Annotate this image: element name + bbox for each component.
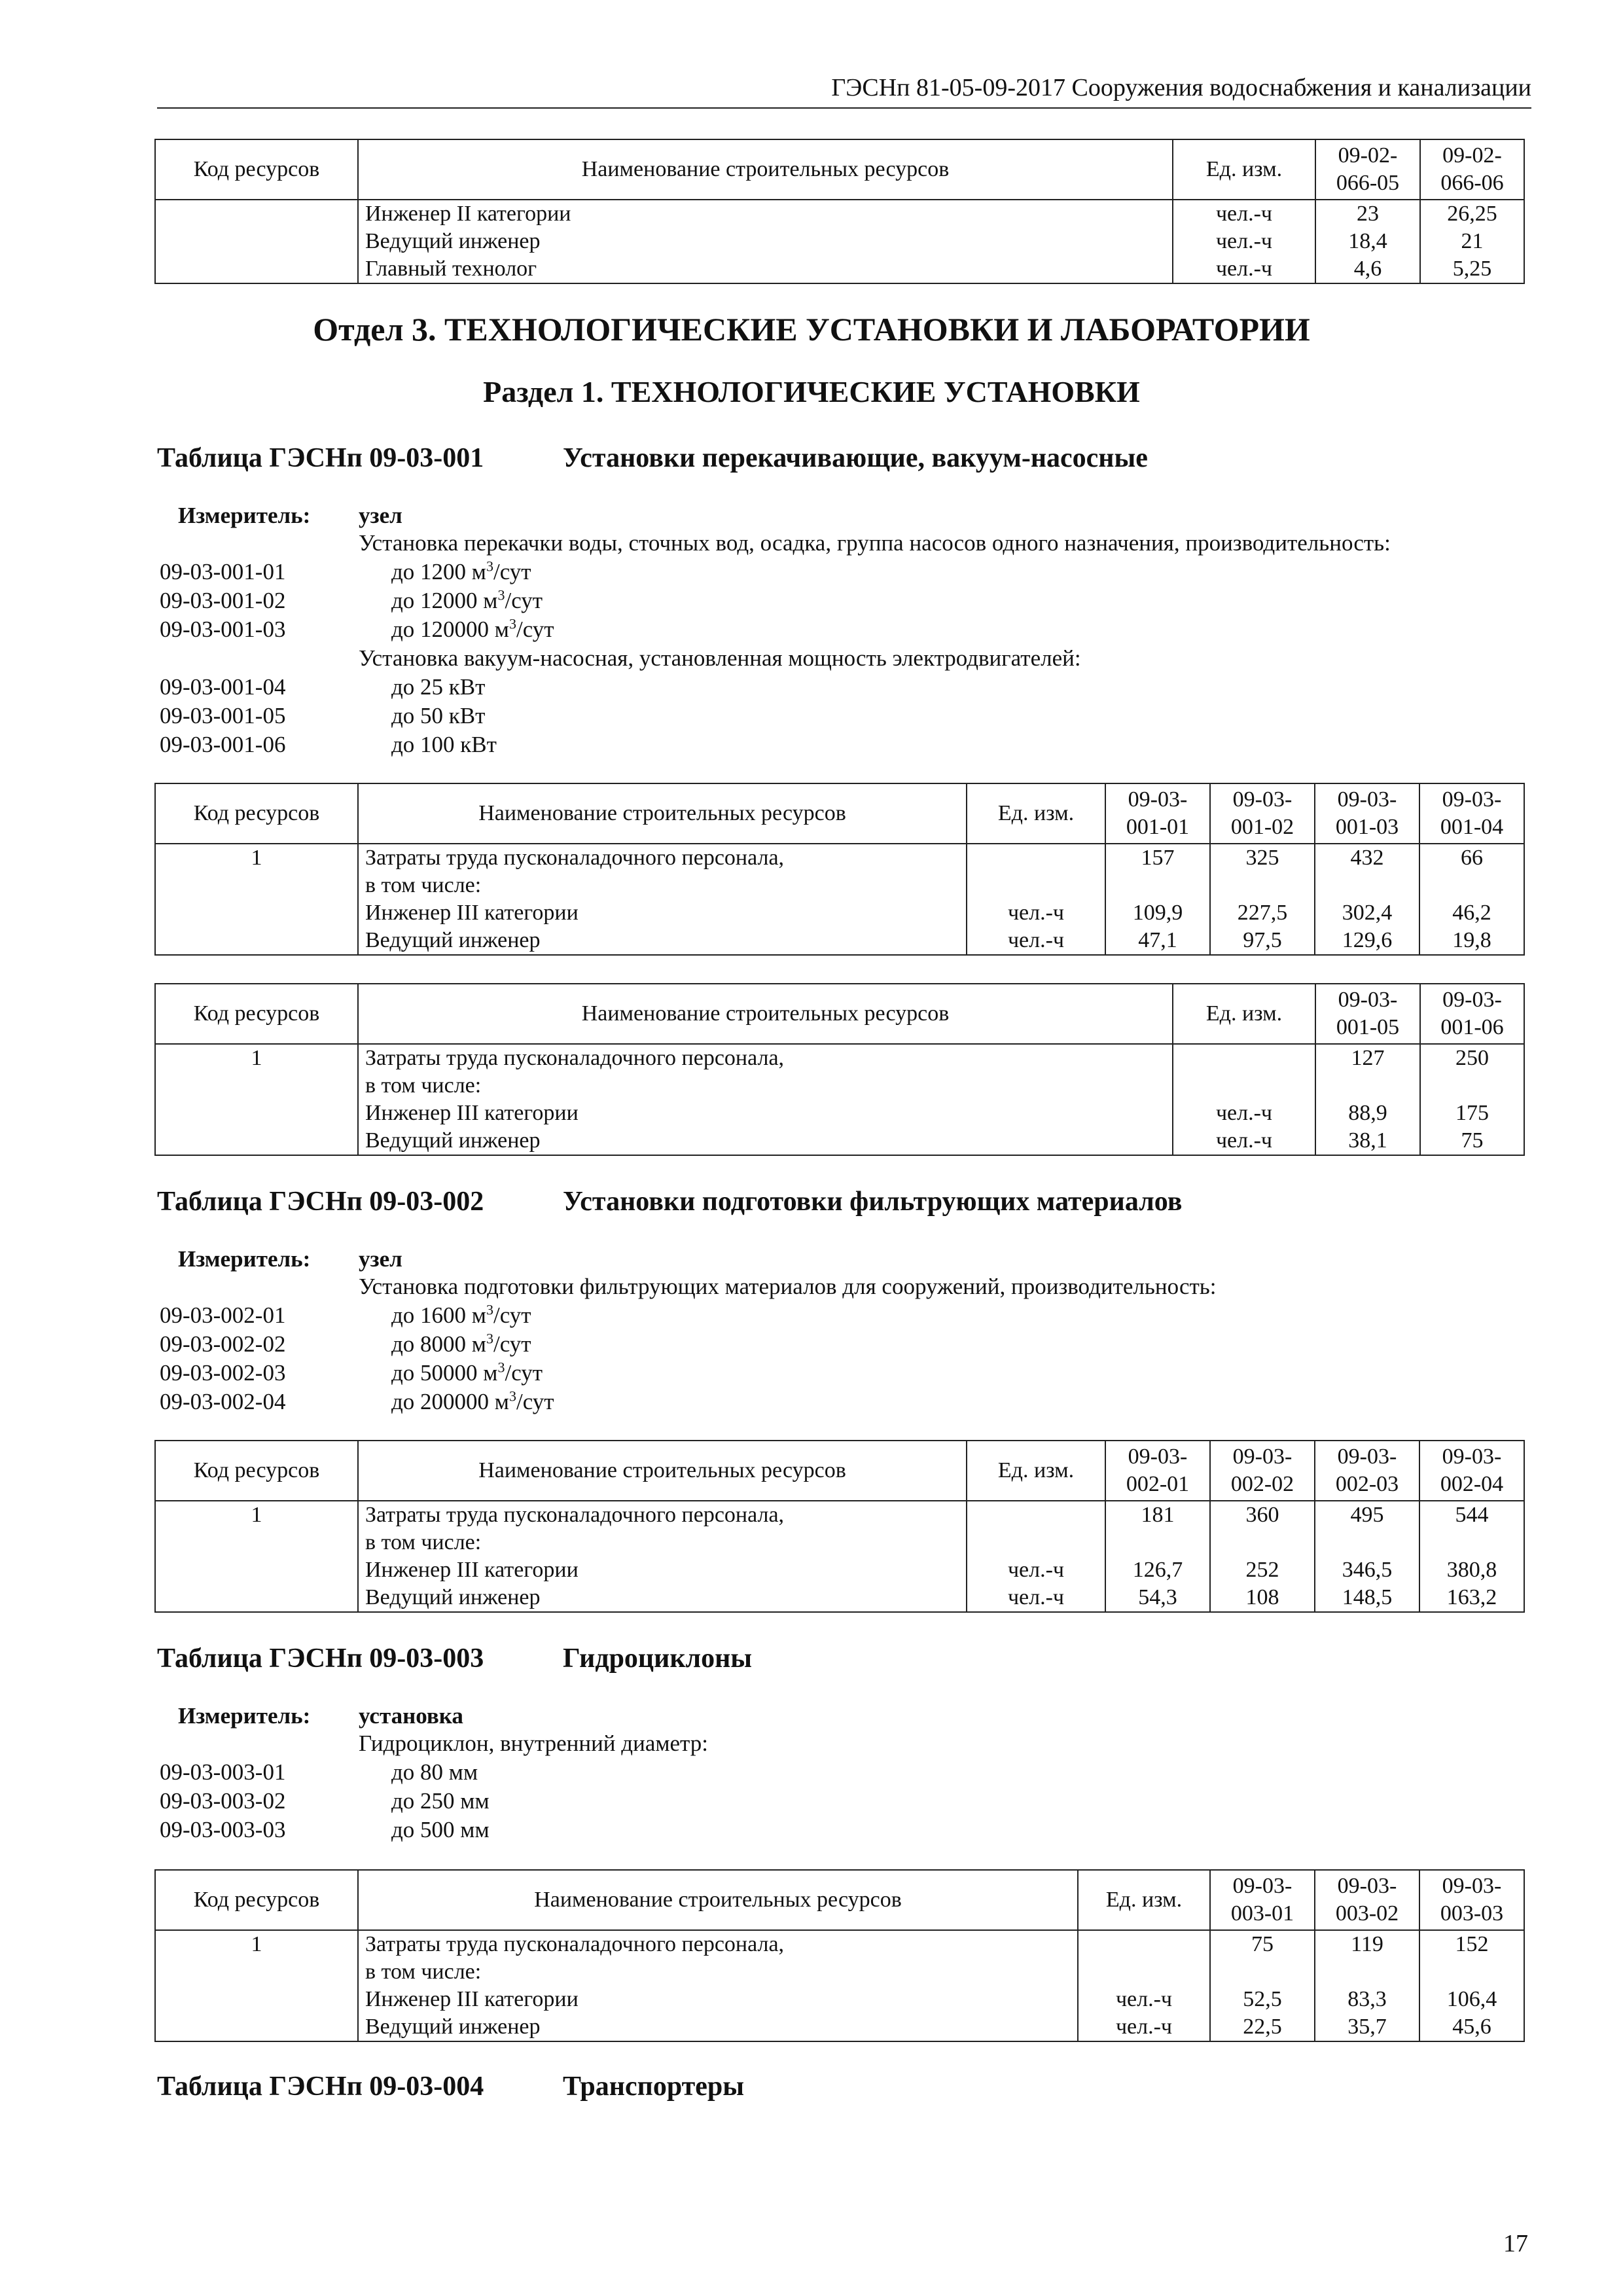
norm-item: до 50 кВт [391, 703, 486, 728]
meter-label: Измеритель: [178, 503, 311, 528]
norm-code: 09-03-002-02 [160, 1331, 286, 1357]
col-norm: 09-02-066-05 [1315, 139, 1420, 200]
norm-code: 09-03-003-03 [160, 1817, 286, 1842]
norm-code: 09-03-002-03 [160, 1360, 286, 1386]
table-row: Ведущий инженер чел.-ч 18,4 21 [155, 228, 1524, 255]
norm-code: 09-03-002-01 [160, 1302, 286, 1328]
col-code: Код ресурсов [155, 139, 358, 200]
table-row: Главный технолог чел.-ч 4,6 5,25 [155, 255, 1524, 283]
col-unit: Ед. изм. [1173, 139, 1315, 200]
norm-item: до 12000 $м^3$/сут [391, 586, 543, 613]
norm-code: 09-03-001-01 [160, 559, 286, 584]
resource-table: Код ресурсов Наименование строительных ресурсов Ед. изм. 09-03-003-01 09-03-003-02 09-03-003-03 1 Затраты труда пусконаладочного персонала, 75 119 152 в том числе: Инженер III категории чел.-ч 52,5 83,3 106,4 Ведущий инженер чел.-ч 22,5 35,7 45,6 [154, 1869, 1525, 2042]
norm-description: Гидроциклон, внутренний диаметр: [359, 1731, 708, 1756]
norm-item: до 80 мм [391, 1759, 478, 1785]
table-row: 1 Затраты труда пусконаладочного персонала, 75 119 152 [155, 1930, 1524, 1958]
table-row: Ведущий инженер чел.-ч 22,5 35,7 45,6 [155, 2013, 1524, 2041]
col-norm: 09-02-066-06 [1420, 139, 1524, 200]
norm-description: Установка подготовки фильтрующих материалов для сооружений, производительность: [359, 1274, 1217, 1299]
meter-label: Измеритель: [178, 1246, 311, 1272]
norm-item: до 25 кВт [391, 674, 486, 700]
norm-code: 09-03-001-06 [160, 732, 286, 757]
resource-table: Код ресурсов Наименование строительных ресурсов Ед. изм. 09-03-001-05 09-03-001-06 1 Затраты труда пусконаладочного персонала, 127 250 в том числе: Инженер III категории чел.-ч 88,9 175 Ведущий инженер чел.-ч 38,1 75 [154, 983, 1525, 1156]
table-row: в том числе: [155, 1958, 1524, 1986]
norm-code: 09-03-001-05 [160, 703, 286, 728]
section-title: Раздел 1. ТЕХНОЛОГИЧЕСКИЕ УСТАНОВКИ [483, 375, 1140, 408]
table-row: Инженер III категории чел.-ч 126,7 252 346,5 380,8 [155, 1556, 1524, 1584]
table-row: Инженер II категории чел.-ч 23 26,25 [155, 200, 1524, 228]
table-row: Ведущий инженер чел.-ч 38,1 75 [155, 1127, 1524, 1155]
table-title: Таблица ГЭСНп 09-03-003 Гидроциклоны [157, 1643, 753, 1674]
col-name: Наименование строительных ресурсов [358, 139, 1173, 200]
table-row: Ведущий инженер чел.-ч 47,1 97,5 129,6 19,8 [155, 927, 1524, 955]
department-title: Отдел 3. ТЕХНОЛОГИЧЕСКИЕ УСТАНОВКИ И ЛАБОРАТОРИИ [313, 311, 1310, 348]
norm-description: Установка перекачки воды, сточных вод, осадка, группа насосов одного назначения, производительность: [359, 530, 1391, 556]
norm-item: до 100 кВт [391, 732, 497, 757]
meter-value: установка [359, 1703, 463, 1729]
table-row: в том числе: [155, 1072, 1524, 1100]
table-row: Инженер III категории чел.-ч 52,5 83,3 106,4 [155, 1986, 1524, 2013]
table-row: Инженер III категории чел.-ч 109,9 227,5 302,4 46,2 [155, 899, 1524, 927]
norm-description: Установка вакуум-насосная, установленная мощность электродвигателей: [359, 645, 1081, 671]
table-row: 1 Затраты труда пусконаладочного персонала, 181 360 495 544 [155, 1501, 1524, 1529]
table-row: Инженер III категории чел.-ч 88,9 175 [155, 1100, 1524, 1127]
prev-resource-table [154, 139, 1525, 284]
meter-value: узел [359, 1246, 402, 1272]
resource-table: Код ресурсов Наименование строительных ресурсов Ед. изм. 09-03-002-01 09-03-002-02 09-03-002-03 09-03-002-04 1 Затраты труда пусконаладочного персонала, 181 360 495 544 в том числе: Инженер III категории чел.-ч 126,7 252 346,5 380,8 Ведущий инженер чел.-ч 54,3 108 148,5 163,2 [154, 1440, 1525, 1613]
resource-table: Код ресурсов Наименование строительных ресурсов Ед. изм. 09-03-001-01 09-03-001-02 09-03-001-03 09-03-001-04 1 Затраты труда пусконаладочного персонала, 157 325 432 66 в том числе: Инженер III категории чел.-ч 109,9 227,5 302,4 46,2 Ведущий инженер чел.-ч 47,1 97,5 129,6 19,8 [154, 783, 1525, 956]
norm-code: 09-03-003-01 [160, 1759, 286, 1785]
meter-value: узел [359, 503, 402, 528]
norm-code: 09-03-001-02 [160, 588, 286, 613]
table-row: в том числе: [155, 1529, 1524, 1556]
norm-item: до 250 мм [391, 1788, 490, 1814]
norm-item: до 1200 $м^3$/сут [391, 558, 531, 584]
norm-code: 09-03-001-03 [160, 617, 286, 642]
table-row: 1 Затраты труда пусконаладочного персонала, 157 325 432 66 [155, 844, 1524, 872]
norm-item: до 8000 $м^3$/сут [391, 1330, 531, 1357]
meter-label: Измеритель: [178, 1703, 311, 1729]
running-header: ГЭСНп 81-05-09-2017 Сооружения водоснабжения и канализации [831, 74, 1531, 101]
table-row: Ведущий инженер чел.-ч 54,3 108 148,5 163,2 [155, 1584, 1524, 1612]
norm-code: 09-03-003-02 [160, 1788, 286, 1814]
table-title: Таблица ГЭСНп 09-03-001 Установки перекачивающие, вакуум-насосные [157, 443, 1148, 473]
table-row: в том числе: [155, 872, 1524, 899]
table-title: Таблица ГЭСНп 09-03-002 Установки подготовки фильтрующих материалов [157, 1187, 1183, 1217]
table-row: 1 Затраты труда пусконаладочного персонала, 127 250 [155, 1044, 1524, 1072]
norm-item: до 50000 $м^3$/сут [391, 1359, 543, 1386]
header-rule [157, 107, 1531, 109]
table-title: Таблица ГЭСНп 09-03-004 Транспортеры [157, 2072, 745, 2102]
page-number: 17 [1503, 2230, 1528, 2257]
norm-item: до 500 мм [391, 1817, 490, 1842]
norm-code: 09-03-001-04 [160, 674, 286, 700]
norm-item: до 120000 $м^3$/сут [391, 615, 554, 642]
norm-item: до 200000 $м^3$/сут [391, 1388, 554, 1414]
norm-item: до 1600 $м^3$/сут [391, 1301, 531, 1328]
norm-code: 09-03-002-04 [160, 1389, 286, 1414]
